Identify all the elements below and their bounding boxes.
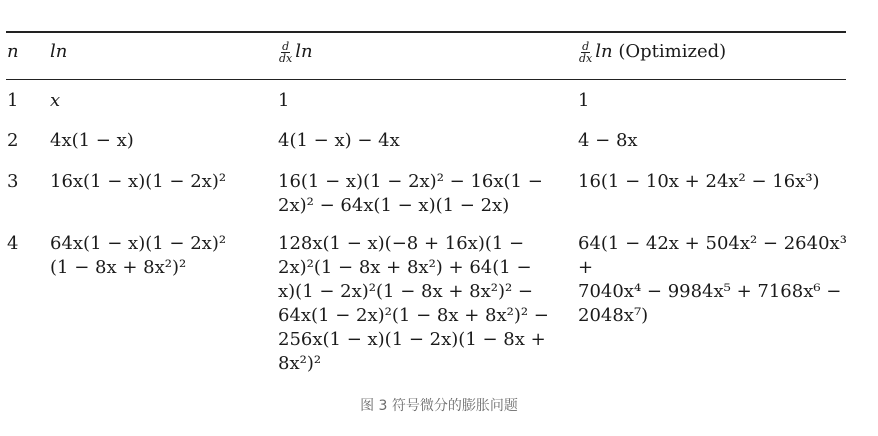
header-derivative-optimized: $\frac{d}{dx}$ ln (Optimized) [579,39,727,65]
table-header-rule [6,79,846,80]
row-derivative: 128x(1 − x)(−8 + 16x)(1 − 2x)²(1 − 8x + 8x²) + 64(1 − x)(1 − 2x)²(1 − 8x + 8x²)² − 64x(1 − 2x)²(1 − 8x + 8x²)² − 256x(1 − x)(1 − 2x)(1 − 8x + 8x²)² [278,233,549,374]
row-ln: 4x(1 − x) [50,130,134,151]
row-derivative-optimized: 4 − 8x [578,130,638,151]
row-n: 1 [7,90,19,111]
figure-caption: 图 3 符号微分的膨胀问题 [360,398,518,414]
header-derivative: $\frac{d}{dx}$ ln [279,39,313,65]
row-derivative: 4(1 − x) − 4x [278,130,400,151]
row-n: 3 [7,171,19,192]
row-derivative-optimized: 16(1 − 10x + 24x² − 16x³) [578,171,820,192]
derivative-fraction: $\frac{d}{dx}$ [279,39,293,65]
table-top-rule [6,31,846,33]
row-ln: 16x(1 − x)(1 − 2x)² [50,171,227,192]
row-derivative-optimized: 64(1 − 42x + 504x² − 2640x³ + 7040x⁴ − 9984x⁵ + 7168x⁶ − 2048x⁷) [578,233,847,326]
row-ln: 64x(1 − x)(1 − 2x)² (1 − 8x + 8x²)² [50,233,227,278]
header-ln: ln [50,41,68,62]
row-derivative: 16(1 − x)(1 − 2x)² − 16x(1 − 2x)² − 64x(1 − x)(1 − 2x) [278,171,543,216]
row-n: 4 [7,233,19,254]
row-derivative: 1 [278,90,290,111]
row-n: 2 [7,130,19,151]
row-derivative-optimized: 1 [578,90,590,111]
derivative-fraction-optimized: $\frac{d}{dx}$ [579,39,593,65]
header-n: n [7,41,19,62]
row-ln: x [50,90,61,111]
